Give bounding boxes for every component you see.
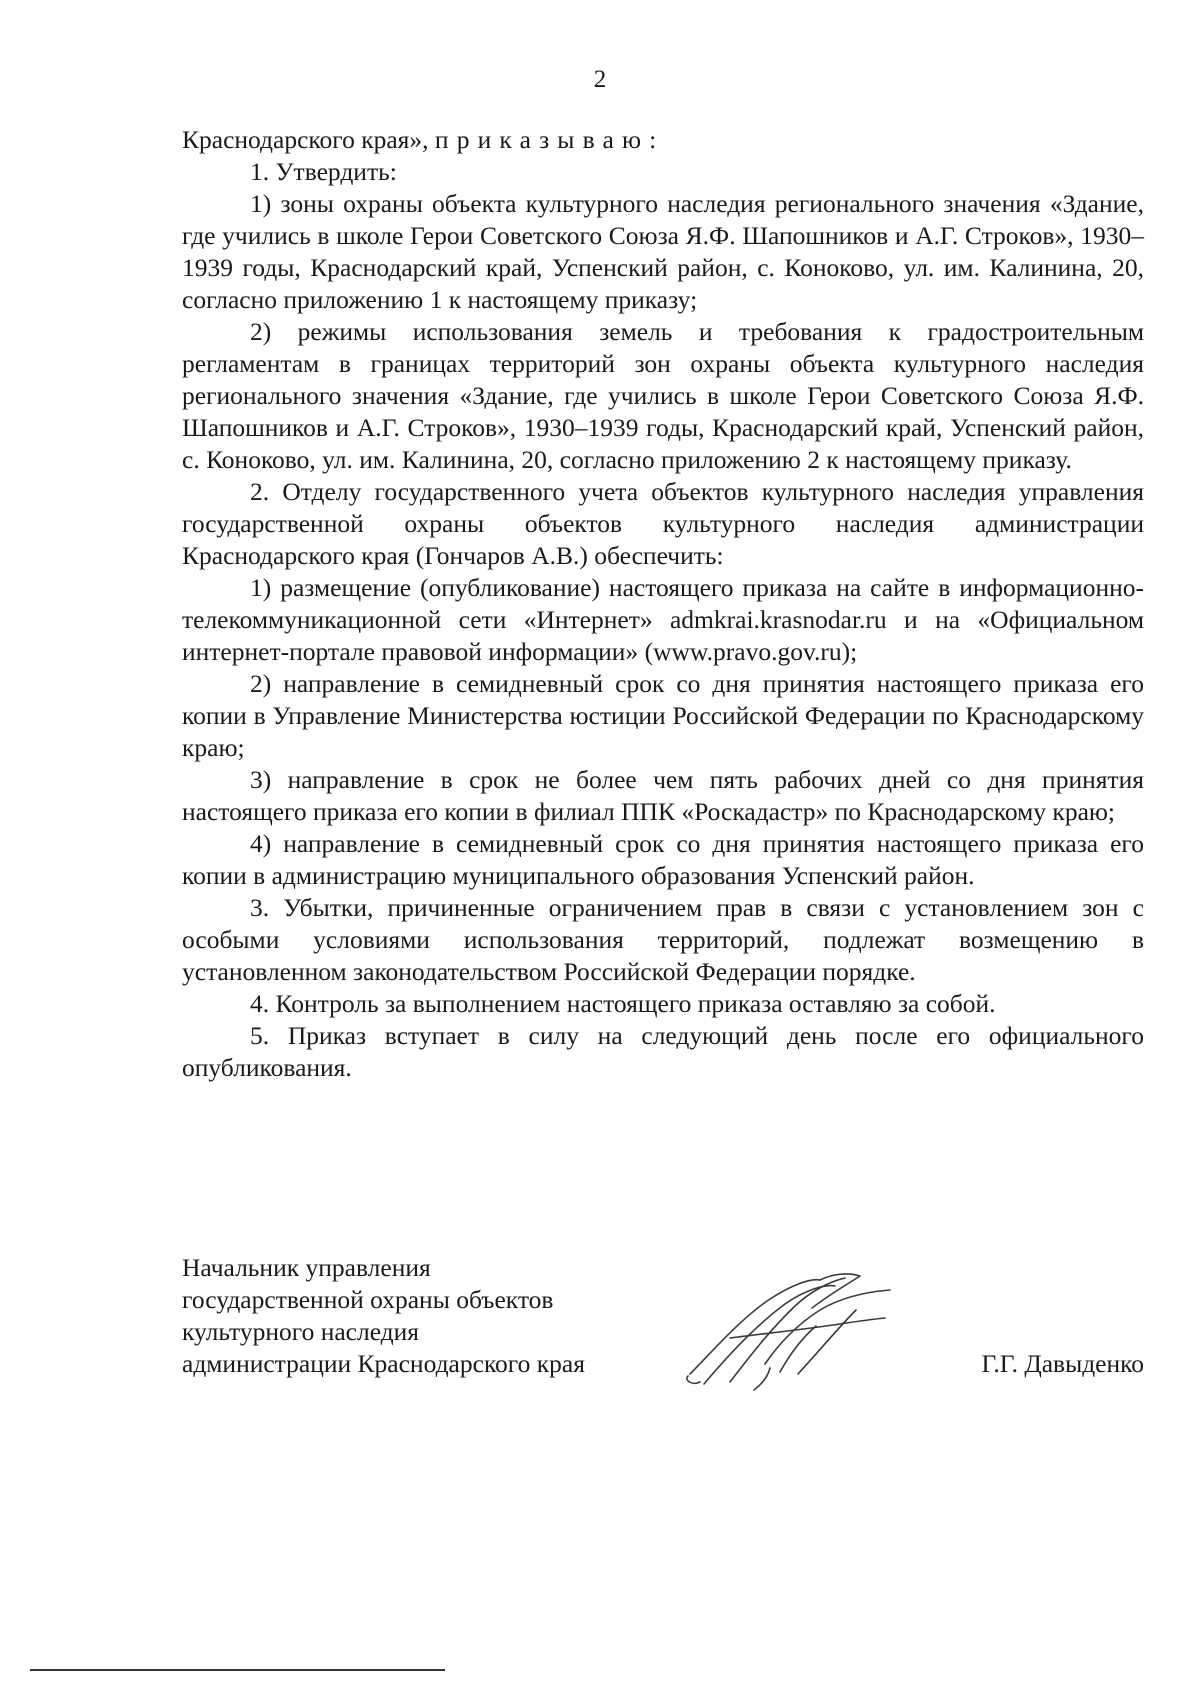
clause-2-item-1: 1) размещение (опубликование) настоящего приказа на сайте в информационно-телекоммуникационной сети «Интернет» admkrai.krasnodar.ru и на «Официальном интернет-портале правовой информации» (www.pravo.gov.ru); [182,573,1144,666]
clause-1-heading: 1. Утвердить: [250,157,397,186]
page-number: 2 [593,66,607,93]
clause-1-item-1: 1) зоны охраны объекта культурного наследия регионального значения «Здание, где учились в школе Герои Советского Союза Я.Ф. Шапошников и А.Г. Строков», 1930–1939 годы, Краснодарский край, Успенский район, с. Коноково, ул. им. Калинина, 20, согласно приложению 1 к настоящему приказу; [182,189,1144,314]
signature-block [182,1252,1144,1402]
signer-title-line: администрации Краснодарского края [182,1349,585,1378]
clause-1-item-2: 2) режимы использования земель и требования к градостроительным регламентам в границах территорий зон охраны объекта культурного наследия регионального значения «Здание, где учились в школе Герои Советского Союза Я.Ф. Шапошников и А.Г. Строков», 1930–1939 годы, Краснодарский край, Успенский район, с. Коноково, ул. им. Калинина, 20, согласно приложению 2 к настоящему приказу. [182,317,1144,474]
footer-rule [30,1669,445,1671]
signer-title-line: Начальник управления [182,1253,431,1282]
paragraph-0-prefix: Краснодарского края», [182,125,435,154]
order-keyword: приказываю [434,125,650,154]
clause-4: 4. Контроль за выполнением настоящего приказа оставляю за собой. [250,989,996,1018]
paragraph-0-suffix: : [649,125,657,154]
signer-title [182,1252,682,1380]
signer-name: Г.Г. Давыденко [981,1349,1144,1378]
paragraph-0 [182,124,1144,156]
clause-2-heading: 2. Отделу государственного учета объектов культурного наследия управления государственной охраны объектов культурного наследия администрации Краснодарского края (Гончаров А.В.) обеспечить: [182,477,1144,570]
signer-title-line: государственной охраны объектов [182,1285,554,1314]
clause-5: 5. Приказ вступает в силу на следующий день после его официального опубликования. [182,1021,1144,1082]
clause-3: 3. Убытки, причиненные ограничением прав в связи с установлением зон с особыми условиями использования территорий, подлежат возмещению в установленном законодательством Российской Федерации порядке. [182,893,1144,986]
clause-2-item-3: 3) направление в срок не более чем пять рабочих дней со дня принятия настоящего приказа его копии в филиал ППК «Роскадастр» по Краснодарскому краю; [182,765,1144,826]
order-body [182,124,1144,1084]
clause-2-item-2: 2) направление в семидневный срок со дня принятия настоящего приказа его копии в Управление Министерства юстиции Российской Федерации по Краснодарскому краю; [182,669,1144,762]
clause-2-item-4: 4) направление в семидневный срок со дня принятия настоящего приказа его копии в администрацию муниципального образования Успенский район. [182,829,1144,890]
signer-title-line: культурного наследия [182,1317,420,1346]
handwritten-signature [670,1264,910,1394]
